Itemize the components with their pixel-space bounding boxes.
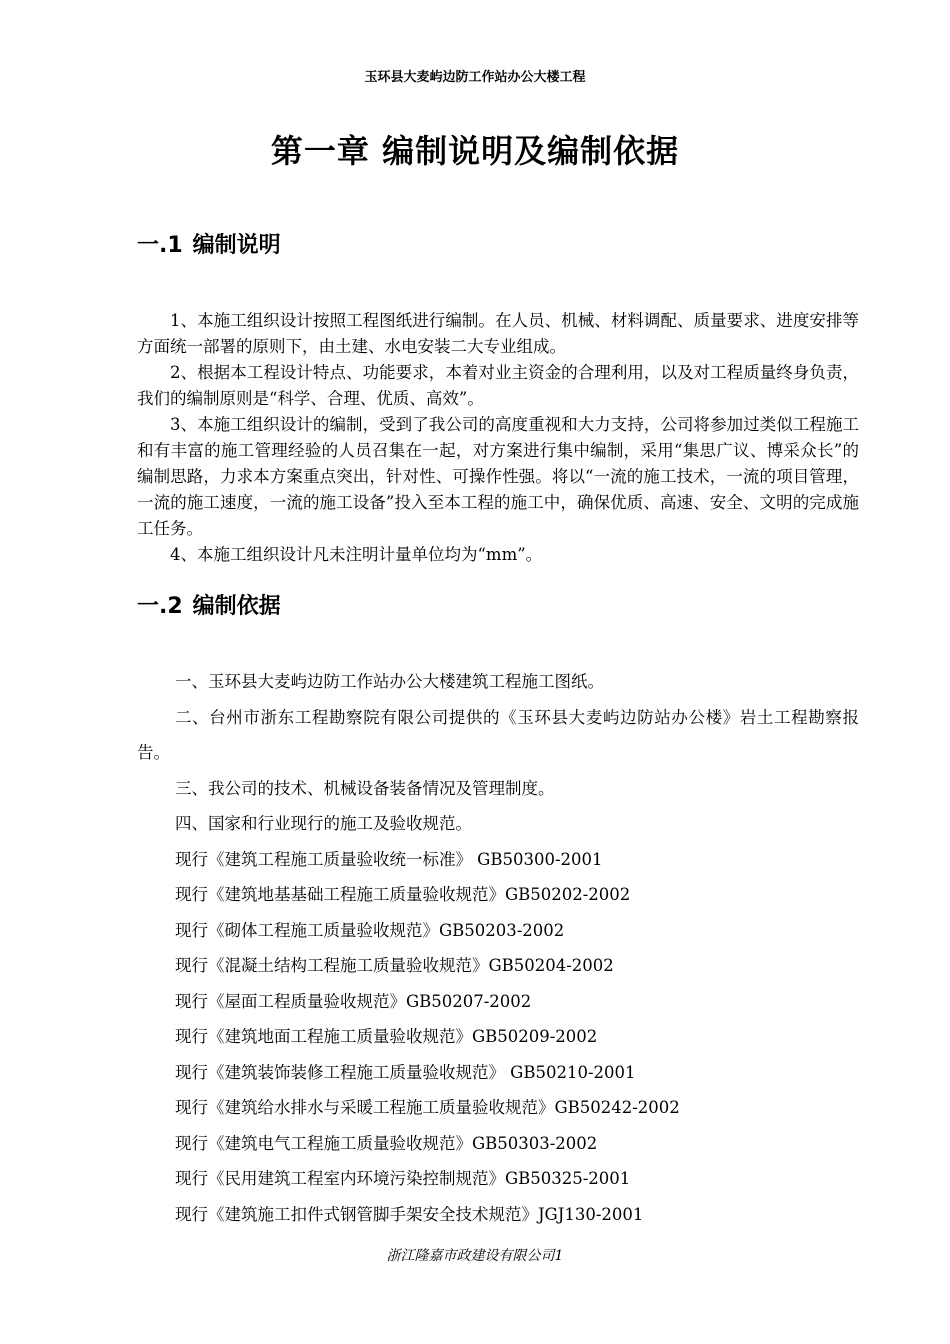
paragraph: 1、本施工组织设计按照工程图纸进行编制。在人员、机械、材料调配、质量要求、进度安排等方面统一部署的原则下，由土建、水电安装二大专业组成。 bbox=[137, 311, 859, 356]
paragraph: 4、本施工组织设计凡未注明计量单位均为“mm”。 bbox=[170, 545, 543, 564]
list-item: 四、国家和行业现行的施工及验收规范。 bbox=[174, 814, 472, 833]
footer-company: 浙江隆嘉市政建设有限公司 bbox=[386, 1248, 555, 1264]
section-heading-2 bbox=[137, 589, 281, 620]
section-number: 一.1 bbox=[137, 233, 183, 258]
running-header: 玉环县大麦屿边防工作站办公大楼工程 bbox=[364, 70, 586, 85]
list-item: 二、台州市浙东工程勘察院有限公司提供的《玉环县大麦屿边防站办公楼》岩土工程勘察报告。 bbox=[137, 707, 859, 762]
section-title: 编制依据 bbox=[192, 594, 281, 619]
list-item: 现行《混凝土结构工程施工质量验收规范》GB50204-2002 bbox=[174, 956, 614, 975]
page-footer bbox=[0, 1245, 950, 1265]
page-number: 1 bbox=[554, 1248, 564, 1264]
section-number: 一.2 bbox=[137, 594, 183, 619]
section-1-body bbox=[137, 308, 859, 568]
chapter-title: 第一章 编制说明及编制依据 bbox=[270, 132, 680, 170]
list-item: 现行《建筑地面工程施工质量验收规范》GB50209-2002 bbox=[174, 1027, 598, 1046]
section-heading-1 bbox=[137, 228, 281, 259]
list-item: 现行《建筑给水排水与采暖工程施工质量验收规范》GB50242-2002 bbox=[174, 1098, 680, 1117]
list-item: 现行《屋面工程质量验收规范》GB50207-2002 bbox=[174, 991, 532, 1011]
list-item: 现行《建筑施工扣件式钢管脚手架安全技术规范》JGJ130-2001 bbox=[174, 1204, 644, 1224]
list-item: 现行《民用建筑工程室内环境污染控制规范》GB50325-2001 bbox=[174, 1169, 631, 1188]
list-item: 现行《砌体工程施工质量验收规范》GB50203-2002 bbox=[174, 920, 565, 940]
section-title: 编制说明 bbox=[192, 233, 281, 258]
list-item: 现行《建筑地基基础工程施工质量验收规范》GB50202-2002 bbox=[174, 885, 631, 904]
list-item: 现行《建筑工程施工质量验收统一标准》 GB50300-2001 bbox=[174, 849, 603, 869]
section-2-list bbox=[137, 664, 859, 1232]
list-item: 现行《建筑电气工程施工质量验收规范》GB50303-2002 bbox=[174, 1133, 598, 1153]
paragraph: 2、根据本工程设计特点、功能要求，本着对业主资金的合理利用，以及对工程质量终身负责，我们的编制原则是“科学、合理、优质、高效”。 bbox=[137, 363, 859, 408]
list-item: 三、我公司的技术、机械设备装备情况及管理制度。 bbox=[174, 778, 555, 798]
list-item: 一、玉环县大麦屿边防工作站办公大楼建筑工程施工图纸。 bbox=[174, 672, 604, 691]
paragraph: 3、本施工组织设计的编制，受到了我公司的高度重视和大力支持，公司将参加过类似工程施工和有丰富的施工管理经验的人员召集在一起，对方案进行集中编制，采用“集思广议、博采众长”的编制思路，力求本方案重点突出，针对性、可操作性强。将以“一流的施工技术，一流的项目管理，一流的施工速度，一流的施工设备”投入至本工程的施工中，确保优质、高速、安全、文明的完成施工任务。 bbox=[137, 415, 859, 538]
list-item: 现行《建筑装饰装修工程施工质量验收规范》 GB50210-2001 bbox=[174, 1062, 636, 1082]
